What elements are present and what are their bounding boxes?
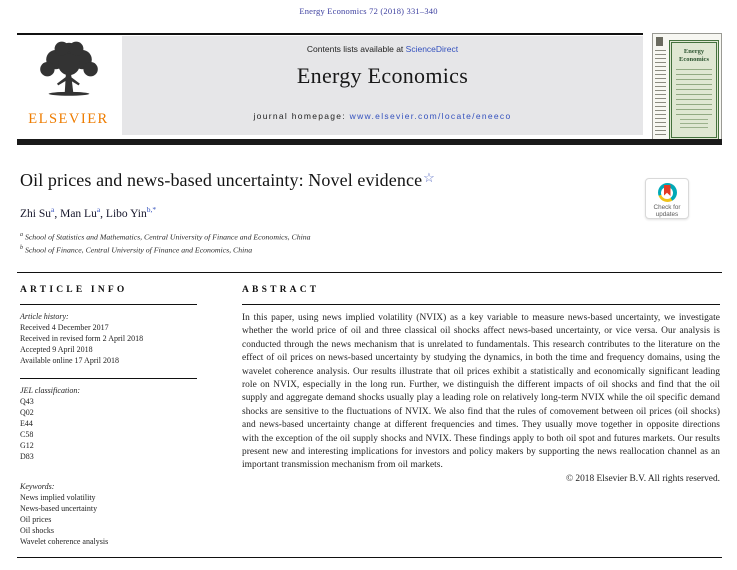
contents-line <box>122 44 643 54</box>
contents-prefix: Contents lists available at <box>306 44 406 54</box>
cover-issn-block <box>656 37 663 46</box>
jel-code: Q43 <box>20 397 34 406</box>
cover-editor-list-lines <box>655 50 666 138</box>
history-item: Available online 17 April 2018 <box>20 356 119 365</box>
jel-label: JEL classification: <box>20 386 81 395</box>
info-section-top-rule <box>17 272 722 273</box>
affiliation-line: $^a$ School of Statistics and Mathematics, Central University of Finance and Economics, China <box>20 232 311 242</box>
jel-code: C58 <box>20 430 34 439</box>
journal-cover-thumbnail[interactable] <box>652 33 722 143</box>
cover-contents-lines <box>676 69 712 117</box>
abstract-heading: ABSTRACT <box>242 285 320 295</box>
author-name[interactable]: Libo Yin <box>105 207 147 220</box>
copyright-line: © 2018 Elsevier B.V. All rights reserved. <box>565 473 720 484</box>
author-affil-mark: a <box>96 205 101 214</box>
author-affil-mark: b,* <box>146 205 157 214</box>
jel-code: E44 <box>20 419 33 428</box>
jel-section-rule <box>20 378 197 379</box>
keyword: Wavelet coherence analysis <box>20 537 109 546</box>
keyword: Oil prices <box>20 515 52 524</box>
keyword: News implied volatility <box>20 493 96 502</box>
article-info-heading: ARTICLE INFO <box>20 285 128 295</box>
jel-code: D83 <box>20 452 34 461</box>
article-info-column <box>20 285 220 547</box>
journal-banner <box>122 36 643 135</box>
author-name[interactable]: Man Lu <box>60 207 97 220</box>
abstract-column <box>242 285 720 486</box>
header-top-rule <box>17 33 643 35</box>
author-line: Zhi Su$^a$, Man Lu$^a$, Libo Yin$^{b,*}$ <box>20 205 157 220</box>
keyword: News-based uncertainty <box>20 504 98 513</box>
abstract-rule <box>242 304 720 305</box>
author-affil-mark: a <box>51 205 55 214</box>
cover-panel <box>669 40 719 140</box>
history-item: Accepted 9 April 2018 <box>20 345 93 354</box>
jel-code: G12 <box>20 441 34 450</box>
article-title <box>20 170 620 191</box>
jel-code: Q02 <box>20 408 34 417</box>
title-footnote-star[interactable]: ☆ <box>423 170 435 185</box>
cover-footer-lines <box>680 119 708 131</box>
history-item: Received 4 December 2017 <box>20 323 109 332</box>
homepage-line <box>122 111 643 121</box>
crossmark-icon <box>658 183 677 202</box>
abstract-text: In this paper, using news implied volatility (NVIX) as a key variable to measure news-based uncertainty, we investigate whether the world price of oil and three classical oil shocks affect news-based uncertainty, or vice versa. Our analysis is conducted through the news mechanism that is unrelated to fundamentals. This research contributes to the literature on the effect of oil prices on news-based uncertainty by studying the dynamics, in both the time and frequency domains, using the wavelet coherence analysis. Our results illustrate that oil prices exhibit a statistically and economically significant leading role on NVIX, especially in the long run. Further, we distinguish the different impacts of oil shocks and find that the oil supply and aggregate demand shocks usually play a leading role on relatively long-term NVIX while the oil specific demand shocks are sensitive to the fluctuations of NVIX. We also find that the rules of comovement between oil prices (oil shocks) and news-based uncertainty change at different frequencies and times. They usually move together in opposite directions with the exception of the oil supply shocks and NVIX. These findings apply to both oil spot and futures markets. Our results present new and interesting implications for investors and policy makers by supporting the news reallocation channel as an important transmission mechanism from oil markets. <box>242 313 720 471</box>
affiliations <box>20 230 311 255</box>
keyword: Oil shocks <box>20 526 54 535</box>
history-label: Article history: <box>20 312 69 321</box>
sciencedirect-link[interactable]: ScienceDirect <box>405 44 459 54</box>
history-item: Received in revised form 2 April 2018 <box>20 334 144 343</box>
journal-citation: Energy Economics 72 (2018) 331–340 <box>299 6 438 16</box>
check-for-updates-badge[interactable] <box>645 178 689 219</box>
keywords-label: Keywords: <box>20 482 55 491</box>
affiliation-line: $^b$ School of Finance, Central University of Finance and Economics, China <box>20 244 253 255</box>
journal-title: Energy Economics <box>296 63 469 88</box>
elsevier-logo[interactable] <box>17 38 120 136</box>
journal-homepage-link[interactable]: www.elsevier.com/locate/eneeco <box>349 111 512 121</box>
homepage-label: journal homepage: <box>253 111 350 121</box>
elsevier-wordmark: ELSEVIER <box>28 111 109 127</box>
check-updates-label: Check for updates <box>653 204 681 218</box>
info-section-bottom-rule <box>17 557 722 558</box>
article-info-rule <box>20 304 197 305</box>
author-name[interactable]: Zhi Su <box>20 207 51 220</box>
elsevier-tree-icon <box>33 38 105 110</box>
article-title-text: Oil prices and news-based uncertainty: Novel evidence <box>20 170 423 190</box>
cover-title: Energy Economics <box>679 48 709 63</box>
header-divider-bar <box>17 139 722 145</box>
